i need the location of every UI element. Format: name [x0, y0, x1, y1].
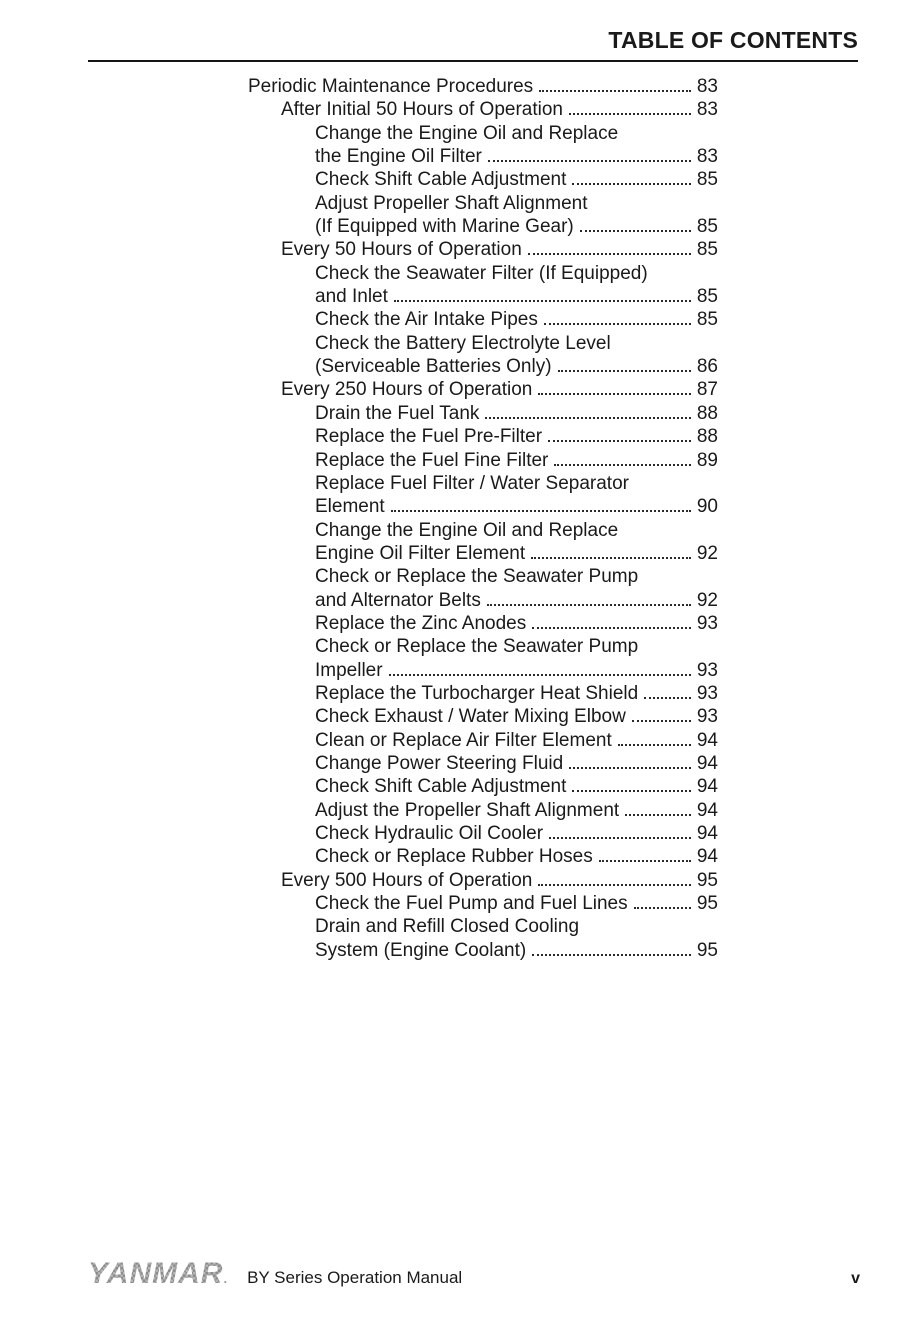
toc-row	[248, 449, 718, 472]
toc-row	[248, 869, 718, 892]
toc-row	[248, 705, 718, 728]
toc-row	[248, 729, 718, 752]
toc-entry-text: Check the Seawater Filter (If Equipped)	[315, 262, 648, 284]
dot-leader	[569, 767, 691, 769]
toc-row	[248, 775, 718, 798]
toc-entry-text: Check the Fuel Pump and Fuel Lines	[315, 893, 628, 915]
toc-page-number: 94	[696, 846, 718, 868]
toc-page-number: 94	[696, 799, 718, 821]
toc-entry-text: Check or Replace Rubber Hoses	[315, 846, 593, 868]
toc-entry-text: Replace Fuel Filter / Water Separator	[315, 472, 629, 494]
toc-page-number: 92	[696, 589, 718, 611]
toc-page-number: 85	[696, 309, 718, 331]
toc-row	[248, 425, 718, 448]
toc-page-number: 85	[696, 286, 718, 308]
toc-list	[248, 75, 718, 962]
toc-page-number: 94	[696, 776, 718, 798]
toc-entry-text: and Alternator Belts	[315, 589, 481, 611]
toc-row	[248, 589, 718, 612]
dot-leader	[544, 323, 691, 325]
dot-leader	[580, 230, 691, 232]
toc-page-number: 95	[696, 893, 718, 915]
toc-page-number: 87	[696, 379, 718, 401]
toc-entry-text: the Engine Oil Filter	[315, 146, 482, 168]
toc-entry-text: Periodic Maintenance Procedures	[248, 76, 534, 97]
yanmar-logo-trademark-dot: .	[223, 1271, 228, 1286]
toc-row	[248, 215, 718, 238]
toc-entry-text: Check or Replace the Seawater Pump	[315, 636, 639, 658]
toc-row	[248, 635, 718, 658]
toc-page-number: 93	[696, 612, 718, 634]
toc-page-number: 95	[696, 869, 718, 891]
dot-leader	[644, 697, 691, 699]
toc-page-number: 86	[696, 356, 718, 378]
toc-row	[248, 565, 718, 588]
toc-entry-text: Replace the Fuel Pre-Filter	[315, 426, 543, 448]
toc-entry-text: Check Hydraulic Oil Cooler	[315, 823, 544, 844]
toc-entry-text: Replace the Turbocharger Heat Shield	[315, 682, 639, 704]
dot-leader	[538, 393, 691, 395]
toc-page-number: 85	[696, 169, 718, 191]
toc-page-number: 93	[696, 682, 718, 704]
dot-leader	[391, 510, 691, 512]
header	[88, 26, 858, 62]
toc-entry-text: Drain and Refill Closed Cooling	[315, 916, 580, 938]
dot-leader	[625, 814, 691, 816]
toc-page-number: 88	[696, 402, 718, 424]
toc-entry-text: Every 250 Hours of Operation	[281, 379, 533, 401]
toc-row	[248, 262, 718, 285]
dot-leader	[549, 837, 691, 839]
dot-leader	[394, 300, 691, 302]
toc-entry-text: Every 500 Hours of Operation	[281, 869, 533, 891]
dot-leader	[599, 860, 691, 862]
toc-row	[248, 168, 718, 191]
dot-leader	[632, 720, 691, 722]
toc-page-number: 88	[696, 426, 718, 448]
dot-leader	[548, 440, 691, 442]
toc-page-number: 89	[696, 449, 718, 471]
toc-row	[248, 98, 718, 121]
toc-row	[248, 355, 718, 378]
toc-page-number: 83	[696, 146, 718, 168]
toc-row	[248, 915, 718, 938]
toc-page-number: 93	[696, 706, 718, 728]
dot-leader	[528, 253, 691, 255]
dot-leader	[538, 884, 691, 886]
dot-leader	[531, 557, 691, 559]
dot-leader	[532, 954, 691, 956]
toc-row	[248, 332, 718, 355]
toc-entry-text: Check the Battery Electrolyte Level	[315, 332, 611, 354]
toc-row	[248, 542, 718, 565]
toc-page-number: 83	[696, 76, 718, 97]
toc-entry-text: Check or Replace the Seawater Pump	[315, 566, 639, 588]
dot-leader	[572, 790, 691, 792]
toc-entry-text: (If Equipped with Marine Gear)	[315, 216, 574, 238]
toc-row	[248, 845, 718, 868]
toc-page-number: 94	[696, 752, 718, 774]
toc-entry-text: Replace the Fuel Fine Filter	[315, 449, 549, 471]
toc-row	[248, 192, 718, 215]
dot-leader	[554, 464, 691, 466]
page-number: v	[851, 1270, 860, 1287]
toc-row	[248, 145, 718, 168]
toc-row	[248, 682, 718, 705]
dot-leader	[488, 160, 691, 162]
toc-page-number: 94	[696, 823, 718, 844]
toc-page-number: 94	[696, 729, 718, 751]
toc-entry-text: Every 50 Hours of Operation	[281, 239, 522, 261]
toc-row	[248, 402, 718, 425]
toc-row	[248, 752, 718, 775]
toc-row	[248, 659, 718, 682]
toc-row	[248, 495, 718, 518]
dot-leader	[539, 90, 691, 92]
yanmar-logo-text: YANMAR	[88, 1257, 224, 1290]
footer	[88, 1259, 860, 1289]
toc-row	[248, 285, 718, 308]
dot-leader	[618, 744, 691, 746]
toc-row	[248, 238, 718, 261]
dot-leader	[634, 907, 691, 909]
toc-row	[248, 308, 718, 331]
manual-title: BY Series Operation Manual	[247, 1268, 463, 1287]
toc-entry-text: Check Exhaust / Water Mixing Elbow	[315, 706, 626, 728]
toc-entry-text: Change the Engine Oil and Replace	[315, 519, 619, 541]
dot-leader	[572, 183, 691, 185]
page-title: TABLE OF CONTENTS	[608, 27, 858, 53]
toc-page-number: 95	[696, 939, 718, 961]
toc-row	[248, 939, 718, 962]
toc-row	[248, 799, 718, 822]
toc-page-number: 83	[696, 99, 718, 121]
toc-entry-text: Check Shift Cable Adjustment	[315, 776, 567, 798]
toc-page-number: 85	[696, 216, 718, 238]
toc-row	[248, 75, 718, 98]
toc-row	[248, 472, 718, 495]
toc-entry-text: (Serviceable Batteries Only)	[315, 356, 552, 378]
dot-leader	[487, 604, 691, 606]
dot-leader	[532, 627, 691, 629]
toc-entry-text: Drain the Fuel Tank	[315, 402, 480, 424]
toc-entry-text: Engine Oil Filter Element	[315, 542, 526, 564]
toc-row	[248, 612, 718, 635]
dot-leader	[485, 417, 691, 419]
yanmar-logo	[88, 1259, 227, 1289]
toc-entry-text: Change Power Steering Fluid	[315, 752, 564, 774]
toc-entry-text: Change the Engine Oil and Replace	[315, 122, 619, 144]
toc-entry-text: Adjust Propeller Shaft Alignment	[315, 192, 588, 214]
dot-leader	[558, 370, 691, 372]
toc-entry-text: Adjust the Propeller Shaft Alignment	[315, 799, 620, 821]
toc-page-number: 90	[696, 496, 718, 518]
toc-entry-text: and Inlet	[315, 286, 388, 308]
toc-entry-text: Check Shift Cable Adjustment	[315, 169, 567, 191]
toc-row	[248, 122, 718, 145]
dot-leader	[569, 113, 691, 115]
toc-entry-text: Clean or Replace Air Filter Element	[315, 729, 612, 751]
toc-row	[248, 519, 718, 542]
toc-row	[248, 378, 718, 401]
header-rule	[88, 60, 858, 62]
toc-page-number: 92	[696, 542, 718, 564]
toc-page-number: 85	[696, 239, 718, 261]
toc-entry-text: Check the Air Intake Pipes	[315, 309, 538, 331]
toc-entry-text: Element	[315, 496, 385, 518]
toc-page-number: 93	[696, 659, 718, 681]
toc-entry-text: Impeller	[315, 659, 383, 681]
toc-row	[248, 822, 718, 845]
toc-entry-text: Replace the Zinc Anodes	[315, 612, 527, 634]
toc-entry-text: System (Engine Coolant)	[315, 939, 527, 961]
dot-leader	[389, 674, 691, 676]
toc-row	[248, 892, 718, 915]
toc-entry-text: After Initial 50 Hours of Operation	[281, 99, 563, 121]
